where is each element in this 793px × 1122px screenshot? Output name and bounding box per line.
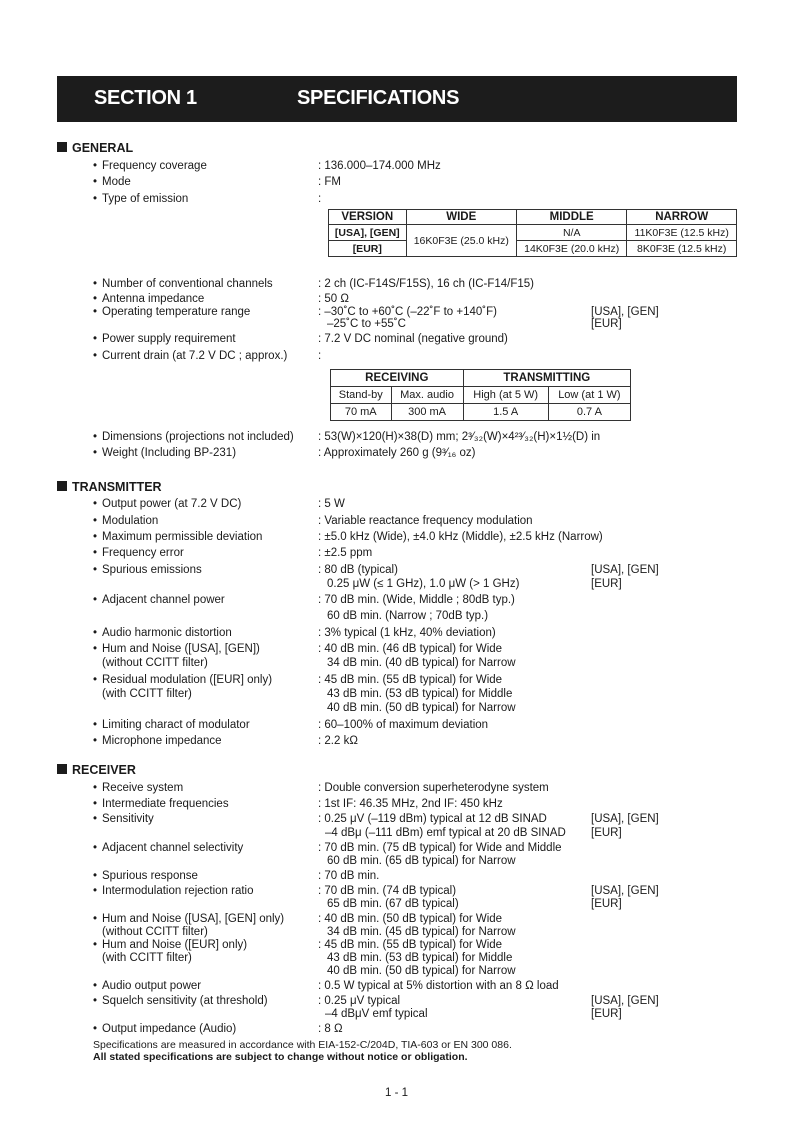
spec-value: : Approximately 260 g (9³⁄₁₆ oz) xyxy=(318,447,476,459)
spec-label: • Mode xyxy=(93,176,131,188)
spec-label: • Spurious response xyxy=(93,870,198,882)
spec-label: • Microphone impedance xyxy=(93,735,222,747)
spec-value: : 70 dB min. (Wide, Middle ; 80dB typ.) xyxy=(318,594,515,606)
spec-value: 60 dB min. (65 dB typical) for Narrow xyxy=(327,855,516,867)
table-header: WIDE xyxy=(406,210,516,225)
spec-label: • Modulation xyxy=(93,515,159,527)
spec-value: 0.25 μW (≤ 1 GHz), 1.0 μW (> 1 GHz) xyxy=(327,578,520,590)
spec-label: • Hum and Noise ([USA], [GEN]) xyxy=(93,643,260,655)
spec-value: : 0.5 W typical at 5% distortion with an 8 Ω load xyxy=(318,980,559,992)
spec-value: : 50 Ω xyxy=(318,293,349,305)
spec-value: : 0.25 μV typical xyxy=(318,995,401,1007)
table-cell: N/A xyxy=(516,225,626,241)
disclaimer: All stated specifications are subject to change without notice or obligation. xyxy=(93,1051,468,1063)
spec-label: • Number of conventional channels xyxy=(93,278,273,290)
general-heading: GENERAL xyxy=(57,141,133,155)
page-number: 1 - 1 xyxy=(384,1087,408,1099)
table-cell: 8K0F3E (12.5 kHz) xyxy=(627,241,737,257)
spec-label: (with CCITT filter) xyxy=(102,952,192,964)
spec-value: : ±2.5 ppm xyxy=(318,547,373,559)
spec-value: : 40 dB min. (46 dB typical) for Wide xyxy=(318,643,503,655)
table-cell: Low (at 1 W) xyxy=(548,387,630,404)
spec-label: • Spurious emissions xyxy=(93,564,202,576)
table-cell: Max. audio xyxy=(391,387,463,404)
spec-value: : Double conversion superheterodyne system xyxy=(318,782,549,794)
page-title: SPECIFICATIONS xyxy=(297,87,460,109)
spec-value: : 45 dB min. (55 dB typical) for Wide xyxy=(318,939,503,951)
table-cell: Stand-by xyxy=(331,387,392,404)
square-bullet-icon xyxy=(57,481,67,491)
spec-label: • Sensitivity xyxy=(93,813,154,825)
spec-value: –4 dBμ (–111 dBm) emf typical at 20 dB SINAD xyxy=(325,827,566,839)
spec-label: • Adjacent channel selectivity xyxy=(93,842,244,854)
square-bullet-icon xyxy=(57,142,67,152)
spec-label: • Weight (Including BP-231) xyxy=(93,447,237,459)
region-tag: [USA], [GEN] xyxy=(591,306,659,318)
region-tag: [EUR] xyxy=(591,1008,622,1020)
table-cell: 70 mA xyxy=(331,404,392,421)
current-drain-table xyxy=(330,369,631,421)
spec-label: • Frequency error xyxy=(93,547,184,559)
spec-value: : xyxy=(318,193,322,205)
spec-label: • Type of emission xyxy=(93,193,189,205)
table-cell: 14K0F3E (20.0 kHz) xyxy=(516,241,626,257)
table-header: TRANSMITTING xyxy=(463,370,630,387)
spec-value: 40 dB min. (50 dB typical) for Narrow xyxy=(327,702,516,714)
spec-label: • Squelch sensitivity (at threshold) xyxy=(93,995,268,1007)
spec-value: 60 dB min. (Narrow ; 70dB typ.) xyxy=(327,610,489,622)
spec-value: : 5 W xyxy=(318,498,345,510)
spec-value: : xyxy=(318,350,322,362)
footnote: Specifications are measured in accordance with EIA-152-C/204D, TIA-603 or EN 300 086. xyxy=(93,1039,512,1051)
region-tag: [EUR] xyxy=(591,898,622,910)
section-number: SECTION 1 xyxy=(94,87,197,109)
table-cell: [USA], [GEN] xyxy=(329,225,407,241)
spec-value: : 80 dB (typical) xyxy=(318,564,398,576)
spec-value: : Variable reactance frequency modulation xyxy=(318,515,533,527)
region-tag: [EUR] xyxy=(591,318,622,330)
spec-label: • Output impedance (Audio) xyxy=(93,1023,237,1035)
spec-label: • Power supply requirement xyxy=(93,333,236,345)
spec-value: : 1st IF: 46.35 MHz, 2nd IF: 450 kHz xyxy=(318,798,503,810)
spec-label: • Current drain (at 7.2 V DC ; approx.) xyxy=(93,350,288,362)
spec-label: • Maximum permissible deviation xyxy=(93,531,263,543)
section-banner xyxy=(57,76,737,122)
spec-label: • Frequency coverage xyxy=(93,160,207,172)
table-cell: High (at 5 W) xyxy=(463,387,548,404)
spec-value: : 0.25 μV (–119 dBm) typical at 12 dB SINAD xyxy=(318,813,547,825)
table-header: NARROW xyxy=(627,210,737,225)
spec-label: • Antenna impedance xyxy=(93,293,205,305)
spec-label: • Audio harmonic distortion xyxy=(93,627,232,639)
table-cell: [EUR] xyxy=(329,241,407,257)
spec-value: 34 dB min. (40 dB typical) for Narrow xyxy=(327,657,516,669)
spec-label: • Residual modulation ([EUR] only) xyxy=(93,674,273,686)
table-header: VERSION xyxy=(329,210,407,225)
spec-label: • Audio output power xyxy=(93,980,202,992)
spec-value: : 3% typical (1 kHz, 40% deviation) xyxy=(318,627,496,639)
region-tag: [USA], [GEN] xyxy=(591,564,659,576)
spec-label: (without CCITT filter) xyxy=(102,926,208,938)
region-tag: [USA], [GEN] xyxy=(591,885,659,897)
spec-label: • Intermodulation rejection ratio xyxy=(93,885,254,897)
spec-label: • Hum and Noise ([USA], [GEN] only) xyxy=(93,913,285,925)
spec-label: • Intermediate frequencies xyxy=(93,798,229,810)
spec-value: : –30˚C to +60˚C (–22˚F to +140˚F) xyxy=(318,306,497,318)
emission-table xyxy=(328,209,737,257)
spec-value: : 60–100% of maximum deviation xyxy=(318,719,489,731)
region-tag: [EUR] xyxy=(591,578,622,590)
table-cell: 11K0F3E (12.5 kHz) xyxy=(627,225,737,241)
spec-label: (without CCITT filter) xyxy=(102,657,208,669)
spec-value: : 40 dB min. (50 dB typical) for Wide xyxy=(318,913,503,925)
region-tag: [EUR] xyxy=(591,827,622,839)
spec-label: • Adjacent channel power xyxy=(93,594,225,606)
spec-value: 34 dB min. (45 dB typical) for Narrow xyxy=(327,926,516,938)
table-header: MIDDLE xyxy=(516,210,626,225)
spec-value: : 70 dB min. (74 dB typical) xyxy=(318,885,457,897)
spec-label: • Limiting charact of modulator xyxy=(93,719,250,731)
region-tag: [USA], [GEN] xyxy=(591,995,659,1007)
table-cell: 16K0F3E (25.0 kHz) xyxy=(406,225,516,257)
spec-label: (with CCITT filter) xyxy=(102,688,192,700)
square-bullet-icon xyxy=(57,764,67,774)
spec-value: : 70 dB min. xyxy=(318,870,380,882)
spec-value: 40 dB min. (50 dB typical) for Narrow xyxy=(327,965,516,977)
spec-value: : 136.000–174.000 MHz xyxy=(318,160,441,172)
spec-label: • Operating temperature range xyxy=(93,306,251,318)
transmitter-heading: TRANSMITTER xyxy=(57,480,162,494)
spec-value: : 2.2 kΩ xyxy=(318,735,358,747)
spec-value: –4 dBμV emf typical xyxy=(325,1008,428,1020)
region-tag: [USA], [GEN] xyxy=(591,813,659,825)
spec-value: 43 dB min. (53 dB typical) for Middle xyxy=(327,688,513,700)
spec-label: • Receive system xyxy=(93,782,184,794)
table-cell: 0.7 A xyxy=(548,404,630,421)
table-cell: 300 mA xyxy=(391,404,463,421)
spec-value: : 2 ch (IC-F14S/F15S), 16 ch (IC-F14/F15) xyxy=(318,278,535,290)
receiver-heading: RECEIVER xyxy=(57,763,136,777)
spec-label: • Hum and Noise ([EUR] only) xyxy=(93,939,248,951)
table-header: RECEIVING xyxy=(331,370,464,387)
spec-label: • Output power (at 7.2 V DC) xyxy=(93,498,242,510)
spec-value: : 8 Ω xyxy=(318,1023,343,1035)
table-cell: 1.5 A xyxy=(463,404,548,421)
spec-value: : 53(W)×120(H)×38(D) mm; 2³⁄₃₂(W)×4²³⁄₃₂(H)×1½(D) in xyxy=(318,431,601,443)
spec-value: : 45 dB min. (55 dB typical) for Wide xyxy=(318,674,503,686)
spec-value: : FM xyxy=(318,176,341,188)
spec-label: • Dimensions (projections not included) xyxy=(93,431,294,443)
spec-value: 43 dB min. (53 dB typical) for Middle xyxy=(327,952,513,964)
spec-value: : ±5.0 kHz (Wide), ±4.0 kHz (Middle), ±2.5 kHz (Narrow) xyxy=(318,531,603,543)
spec-value: 65 dB min. (67 dB typical) xyxy=(327,898,459,910)
spec-value: –25˚C to +55˚C xyxy=(327,318,406,330)
spec-value: : 70 dB min. (75 dB typical) for Wide and Middle xyxy=(318,842,562,854)
spec-value: : 7.2 V DC nominal (negative ground) xyxy=(318,333,508,345)
